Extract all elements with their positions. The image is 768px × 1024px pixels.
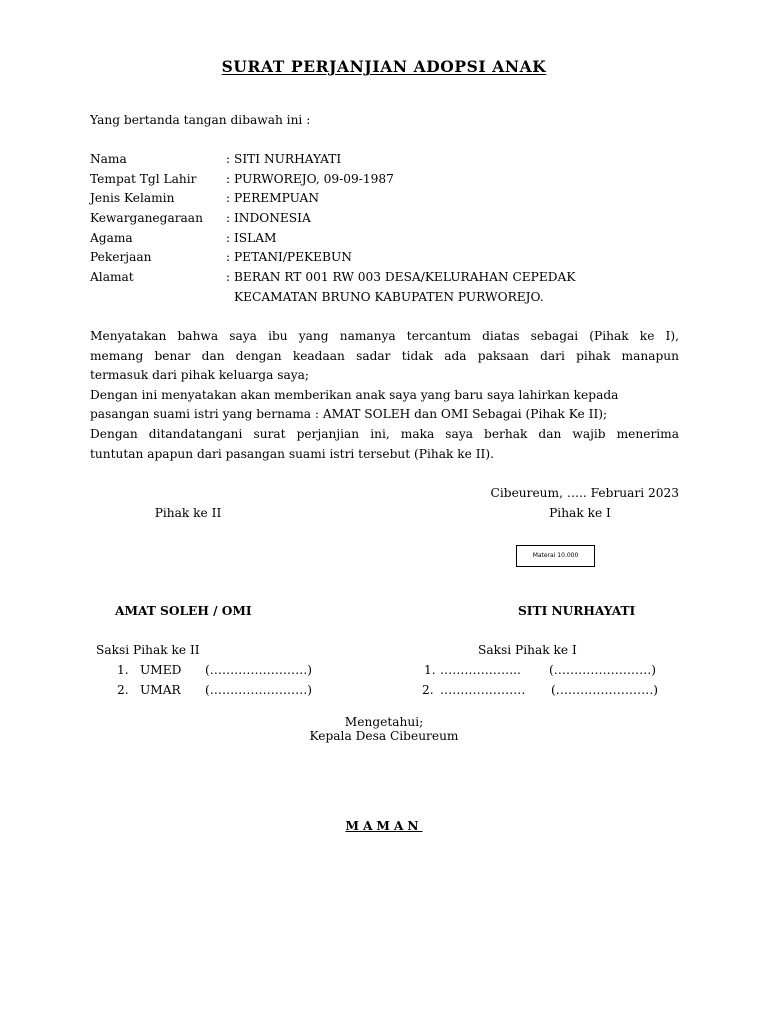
identity-label: Jenis Kelamin [90,191,175,205]
paragraph-line: Menyatakan bahwa saya ibu yang namanya tercantum diatas sebagai (Pihak ke I), [90,329,679,343]
stamp-duty-box: Materai 10.000 [516,545,595,567]
witness-signature-line: (……………………) [205,663,313,677]
identity-label: Alamat [90,270,134,284]
witness-signature-line: (……………………) [205,683,313,697]
witness-number: 2. [422,683,434,697]
paragraph-line: pasangan suami istri yang bernama : AMAT SOLEH dan OMI Sebagai (Pihak Ke II); [90,407,608,422]
identity-value: : PURWOREJO, 09-09-1987 [226,172,394,186]
witness-signature-line: (……………………) [551,683,659,697]
witness-two-heading: Saksi Pihak ke II [96,643,200,657]
witness-number: 2. [117,683,129,697]
identity-label: Pekerjaan [90,250,152,264]
identity-value: : PEREMPUAN [226,191,319,205]
identity-value: : INDONESIA [226,211,311,225]
identity-value: : ISLAM [226,231,277,245]
identity-label: Nama [90,152,127,166]
statement-paragraph [90,327,679,464]
party-two-name: AMAT SOLEH / OMI [115,604,252,618]
place-date: Cibeureum, ….. Februari 2023 [490,486,679,500]
paragraph-line: Dengan ini menyatakan akan memberikan anak saya yang baru saya lahirkan kepada [90,387,619,402]
identity-label: Agama [90,231,133,245]
intro-text: Yang bertanda tangan dibawah ini : [90,113,311,127]
paragraph-line: Dengan ditandatangani surat perjanjian ini, maka saya berhak dan wajib menerima [90,426,679,441]
village-head-name: MAMAN [345,819,423,833]
witness-signature-line: (……………………) [549,663,657,677]
identity-label: Tempat Tgl Lahir [90,172,197,186]
witness-name: UMAR [140,683,181,697]
party-two-label: Pihak ke II [154,506,222,520]
identity-value: : PETANI/PEKEBUN [226,250,352,264]
witness-number: 1. [117,663,129,677]
witness-number: 1. [424,663,436,677]
address-continuation: KECAMATAN BRUNO KABUPATEN PURWOREJO. [234,290,544,304]
paragraph-line: memang benar dan dengan keadaan sadar tidak ada paksaan dari pihak manapun [90,348,679,363]
document-title: SURAT PERJANJIAN ADOPSI ANAK [221,57,547,76]
identity-value: : SITI NURHAYATI [226,152,342,166]
witness-name: ……………….. [440,663,521,677]
witness-name: ………………… [440,683,526,697]
identity-value: : BERAN RT 001 RW 003 DESA/KELURAHAN CEPEDAK [226,270,576,284]
paragraph-line: termasuk dari pihak keluarga saya; [90,368,310,383]
paragraph-line: tuntutan apapun dari pasangan suami istri tersebut (Pihak ke II). [90,446,494,461]
party-one-label: Pihak ke I [549,506,611,520]
acknowledge-text: Mengetahui; [344,715,424,729]
witness-one-heading: Saksi Pihak ke I [478,643,577,657]
village-head-title: Kepala Desa Cibeureum [309,729,459,743]
identity-label: Kewarganegaraan [90,211,203,225]
party-one-name: SITI NURHAYATI [518,604,636,618]
witness-name: UMED [140,663,182,677]
